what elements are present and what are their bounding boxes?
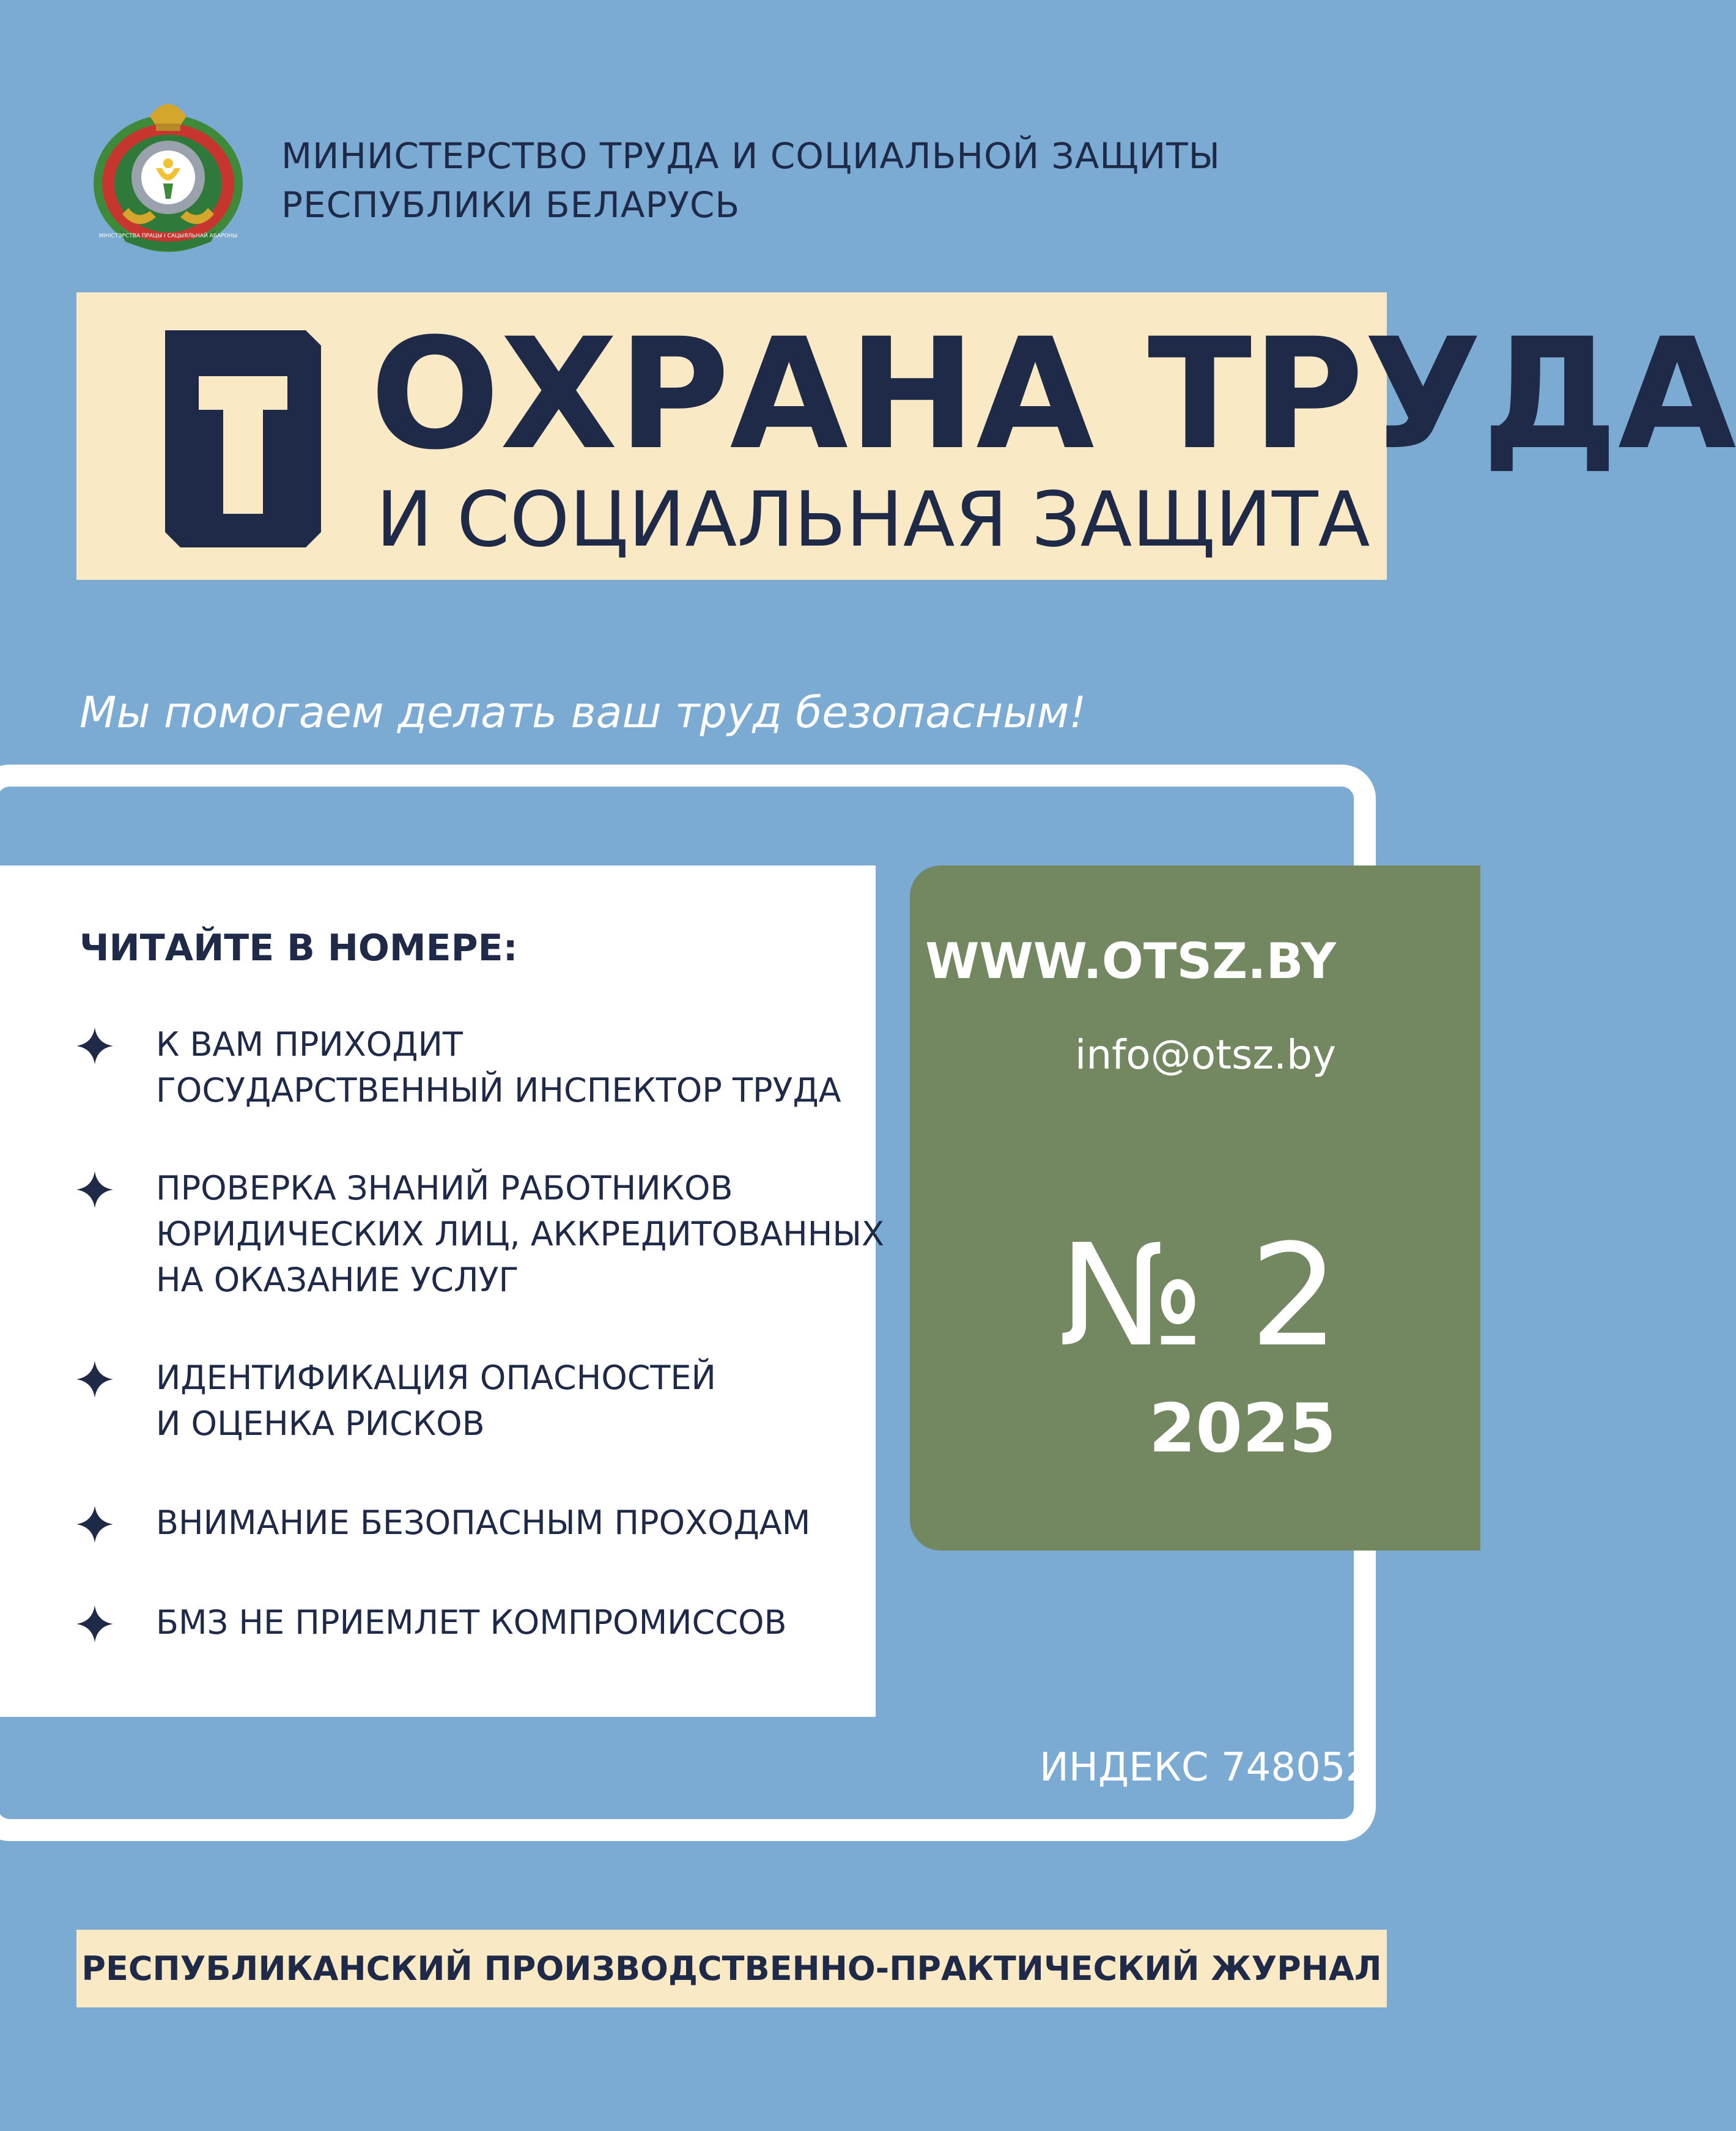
footer-banner	[76, 1930, 1387, 2007]
issue-year: 2025	[1148, 1389, 1336, 1467]
footer-text: РЕСПУБЛИКАНСКИЙ ПРОИЗВОДСТВЕННО-ПРАКТИЧЕСКИЙ ЖУРНАЛ	[81, 1949, 1382, 1988]
four-point-star-icon	[76, 1028, 113, 1064]
contents-item-line: ЮРИДИЧЕСКИХ ЛИЦ, АККРЕДИТОВАННЫХ	[156, 1215, 885, 1253]
contents-heading: ЧИТАЙТЕ В НОМЕРЕ:	[79, 927, 518, 969]
four-point-star-icon	[76, 1506, 113, 1543]
four-point-star-icon	[76, 1606, 113, 1642]
ministry-line-2: РЕСПУБЛИКИ БЕЛАРУСЬ	[281, 184, 741, 226]
contents-item-line: И ОЦЕНКА РИСКОВ	[156, 1404, 485, 1443]
hammer-t-icon	[165, 330, 321, 547]
issue-number: № 2	[1058, 1215, 1339, 1378]
four-point-star-icon	[76, 1171, 113, 1208]
ministry-line-1: МИНИСТЕРСТВО ТРУДА И СОЦИАЛЬНОЙ ЗАЩИТЫ	[281, 135, 1221, 177]
email-link[interactable]: info@otsz.by	[1074, 1031, 1336, 1078]
contents-item-line: ИДЕНТИФИКАЦИЯ ОПАСНОСТЕЙ	[156, 1358, 716, 1397]
ministry-emblem-icon	[89, 92, 248, 257]
slogan: Мы помогаем делать ваш труд безопасным!	[79, 687, 1087, 738]
contents-item-line: К ВАМ ПРИХОДИТ	[156, 1025, 463, 1064]
contents-item-line: БМЗ НЕ ПРИЕМЛЕТ КОМПРОМИССОВ	[156, 1603, 787, 1642]
four-point-star-icon	[76, 1361, 113, 1398]
contents-item-line: ГОСУДАРСТВЕННЫЙ ИНСПЕКТОР ТРУДА	[156, 1071, 841, 1110]
subscription-index: ИНДЕКС 748052	[1040, 1745, 1371, 1790]
website-link[interactable]: WWW.OTSZ.BY	[925, 933, 1336, 990]
contents-item-line: ПРОВЕРКА ЗНАНИЙ РАБОТНИКОВ	[156, 1169, 733, 1207]
emblem-ring-text: МІНІСТЭРСТВА ПРАЦЫ І САЦЫЯЛЬНАЙ АБАРОНЫ	[98, 233, 238, 239]
contents-item-line: ВНИМАНИЕ БЕЗОПАСНЫМ ПРОХОДАМ	[156, 1503, 811, 1542]
magazine-subtitle: И СОЦИАЛЬНАЯ ЗАЩИТА	[376, 476, 1370, 564]
magazine-title: ОХРАНА ТРУДА	[370, 305, 1736, 483]
ministry-name	[281, 132, 1221, 229]
contents-item-line: НА ОКАЗАНИЕ УСЛУГ	[156, 1261, 519, 1299]
